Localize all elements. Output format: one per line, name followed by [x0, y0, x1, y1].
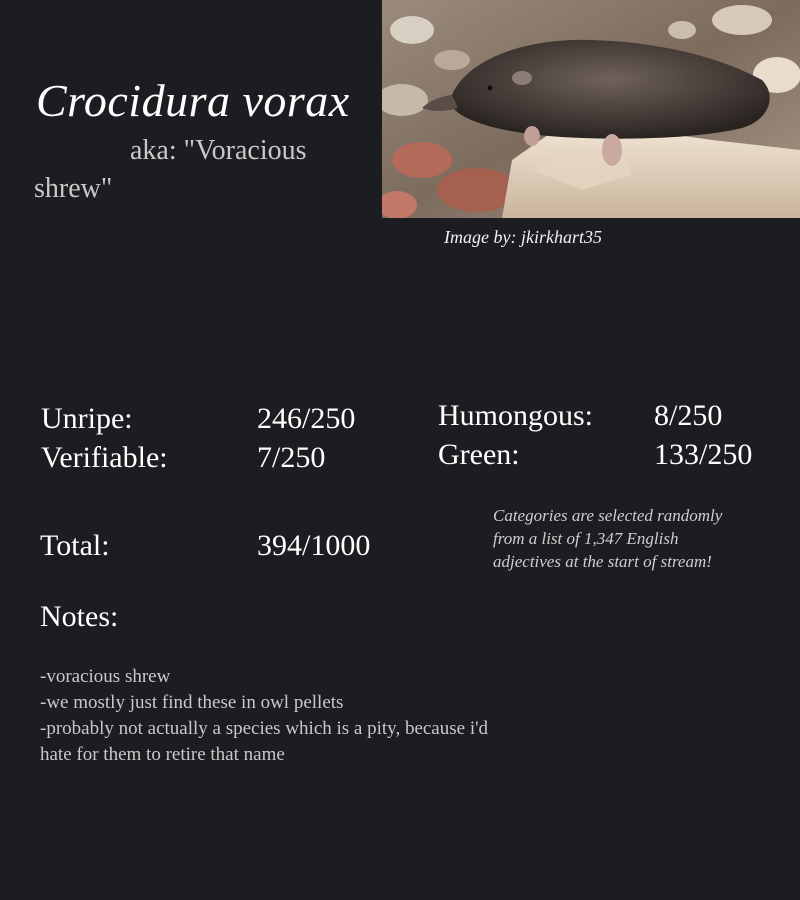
stat-label-humongous: Humongous:: [438, 399, 594, 432]
note-item: -voracious shrew: [40, 666, 171, 687]
image-credit: Image by: jkirkhart35: [444, 227, 602, 247]
stat-value-verifiable: 7/250: [257, 441, 326, 474]
total-label: Total:: [40, 529, 110, 562]
total-value: 394/1000: [257, 529, 371, 562]
shrew-photo: [382, 0, 800, 218]
stat-label-green: Green:: [438, 438, 520, 471]
stat-value-humongous: 8/250: [654, 399, 723, 432]
stat-value-unripe: 246/250: [257, 402, 356, 435]
stat-label-unripe: Unripe:: [41, 402, 133, 435]
notes-list: [40, 664, 520, 768]
species-title: Crocidura vorax: [36, 75, 350, 126]
stat-label-verifiable: Verifiable:: [41, 441, 168, 474]
note-item: -probably not actually a species which is a pity, because i'd hate for them to retire that name: [40, 718, 489, 765]
notes-heading: Notes:: [40, 600, 119, 633]
common-name: aka: "Voracious shrew": [34, 135, 307, 204]
note-item: -we mostly just find these in owl pellets: [40, 692, 344, 713]
categories-note: Categories are selected randomly from a list of 1,347 English adjectives at the start of stream!: [493, 506, 723, 571]
stat-value-green: 133/250: [654, 438, 753, 471]
